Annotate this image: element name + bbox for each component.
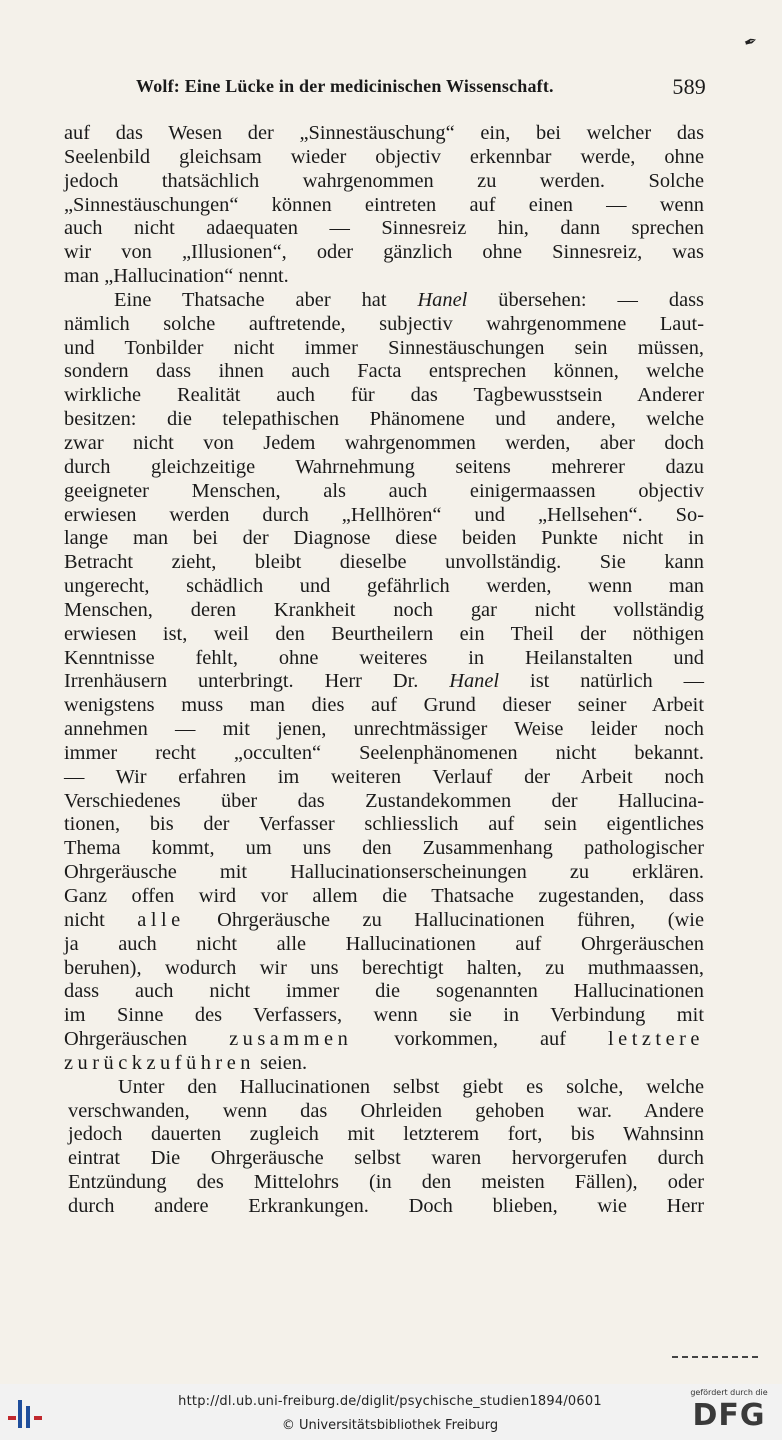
text-line: jedoch dauerten zugleich mit letzterem fort, bis Wahnsinn xyxy=(68,1123,704,1146)
text-line: Kenntnisse fehlt, ohne weiteres in Heilanstalten und xyxy=(64,646,704,669)
text-run: ist natürlich — xyxy=(499,670,705,693)
text-line: wirkliche Realität auch für das Tagbewusstsein Anderer xyxy=(64,384,704,407)
running-header xyxy=(136,76,706,100)
text-line: Entzündung des Mittelohrs (in den meisten Fällen), oder xyxy=(68,1171,704,1194)
text-line: wir von „Illusionen“, oder gänzlich ohne Sinnesreiz, was xyxy=(64,241,704,264)
text-run: seien. xyxy=(254,1051,308,1074)
text-line: Seelenbild gleichsam wieder objectiv erkennbar werde, ohne xyxy=(64,145,704,168)
text-run: Eine Thatsache aber hat xyxy=(114,288,418,311)
text-line: besitzen: die telepathischen Phänomene und andere, welche xyxy=(64,408,704,431)
text-line: und Tonbilder nicht immer Sinnestäuschungen sein müssen, xyxy=(64,336,704,359)
text-line: man „Hallucination“ nennt. xyxy=(64,265,289,288)
ub-freiburg-logo-icon[interactable] xyxy=(8,1396,48,1432)
text-line: Thema kommt, um uns den Zusammenhang pathologischer xyxy=(64,837,704,860)
spaced-emphasis: alle xyxy=(137,908,185,931)
name-italic: Hanel xyxy=(417,288,468,311)
text-line: sondern dass ihnen auch Facta entsprechen können, welche xyxy=(64,360,704,383)
spaced-emphasis: zusammen xyxy=(229,1028,353,1051)
text-line: Unter den Hallucinationen selbst giebt es solche, welche xyxy=(118,1075,704,1098)
dfg-logo-icon[interactable]: DFG xyxy=(692,1398,766,1433)
text-line: Ganz offen wird vor allem die Thatsache zugestanden, dass xyxy=(64,885,704,907)
text-run: nicht xyxy=(64,908,138,931)
text-line: Menschen, deren Krankheit noch gar nicht vollständig xyxy=(64,598,704,621)
text-line: jedoch thatsächlich wahrgenommen zu werden. Solche xyxy=(64,169,704,192)
text-run: Ohrgeräusche zu Hallucinationen führen, (wie xyxy=(184,908,704,931)
text-line: auf das Wesen der „Sinnestäuschung“ ein, bei welcher das xyxy=(64,122,704,144)
text-line: erwiesen werden durch „Hellhören“ und „Hellsehen“. So- xyxy=(64,503,704,526)
copyright-notice: © Universitätsbibliothek Freiburg xyxy=(281,1418,499,1433)
text-line: auch nicht adaequaten — Sinnesreiz hin, dann sprechen xyxy=(64,217,704,240)
funding-note: gefördert durch die xyxy=(690,1388,768,1397)
name-italic: Hanel xyxy=(449,670,500,693)
text-line: Ohrgeräusche mit Hallucinationserscheinungen zu erklären. xyxy=(64,861,704,884)
text-line: wenigstens muss man dies auf Grund dieser seiner Arbeit xyxy=(64,694,704,717)
page-number: 589 xyxy=(672,74,706,99)
text-line: durch gleichzeitige Wahrnehmung seitens mehrerer dazu xyxy=(64,455,704,478)
body-text xyxy=(64,122,704,1219)
text-line: zwar nicht von Jedem wahrgenommen werden, aber doch xyxy=(64,431,704,454)
text-line xyxy=(64,289,704,313)
text-line: lange man bei der Diagnose diese beiden Punkte nicht in xyxy=(64,527,704,550)
corner-pen-mark: ✒ xyxy=(741,30,761,53)
text-line: geeigneter Menschen, als auch einigermaassen objectiv xyxy=(64,479,704,502)
text-line xyxy=(64,909,704,933)
text-line: „Sinnestäuschungen“ können eintreten auf einen — wenn xyxy=(64,193,704,216)
text-run: vorkommen, auf xyxy=(352,1028,608,1051)
text-line: im Sinne des Verfassers, wenn sie in Verbindung mit xyxy=(64,1004,704,1027)
text-line: immer recht „occulten“ Seelenphänomenen nicht bekannt. xyxy=(64,741,704,764)
text-line: eintrat Die Ohrgeräusche selbst waren hervorgerufen durch xyxy=(68,1147,704,1170)
text-line xyxy=(64,1052,704,1076)
text-line: durch andere Erkrankungen. Doch blieben, wie Herr xyxy=(68,1194,704,1217)
text-line: beruhen), wodurch wir uns berechtigt halten, zu muthmaassen, xyxy=(64,956,704,979)
text-line: tionen, bis der Verfasser schliesslich auf sein eigentliches xyxy=(64,813,704,836)
text-line: ungerecht, schädlich und gefährlich werden, wenn man xyxy=(64,575,704,598)
text-line: ja auch nicht alle Hallucinationen auf Ohrgeräuschen xyxy=(64,932,704,955)
viewer-footer xyxy=(0,1384,782,1440)
permalink-url-text[interactable]: http://dl.ub.uni-freiburg.de/diglit/psychische_studien1894/0601 xyxy=(178,1394,602,1409)
text-run: übersehen: — dass xyxy=(467,288,704,311)
text-line: erwiesen ist, weil den Beurtheilern ein Theil der nöthigen xyxy=(64,622,704,645)
text-line: Verschiedenes über das Zustandekommen der Hallucina- xyxy=(64,789,704,812)
page-bottom-rule xyxy=(672,1356,758,1360)
text-line xyxy=(64,1028,704,1052)
spaced-emphasis: zurückzuführen xyxy=(64,1051,255,1074)
text-line: verschwanden, wenn das Ohrleiden gehoben war. Andere xyxy=(68,1099,704,1122)
text-line: — Wir erfahren im weiteren Verlauf der Arbeit noch xyxy=(64,765,704,788)
text-line: nämlich solche auftretende, subjectiv wahrgenommene Laut- xyxy=(64,312,704,335)
text-line: Betracht zieht, bleibt dieselbe unvollständig. Sie kann xyxy=(64,551,704,574)
running-title: Wolf: Eine Lücke in der medicinischen Wissenschaft. xyxy=(136,76,554,96)
text-run: Ohrgeräuschen xyxy=(64,1028,230,1051)
text-line: dass auch nicht immer die sogenannten Hallucinationen xyxy=(64,980,704,1003)
spaced-emphasis: letztere xyxy=(608,1028,704,1051)
text-run: Irrenhäusern unterbringt. Herr Dr. xyxy=(64,670,450,693)
text-line xyxy=(64,670,704,694)
text-line: annehmen — mit jenen, unrechtmässiger Weise leider noch xyxy=(64,718,704,741)
